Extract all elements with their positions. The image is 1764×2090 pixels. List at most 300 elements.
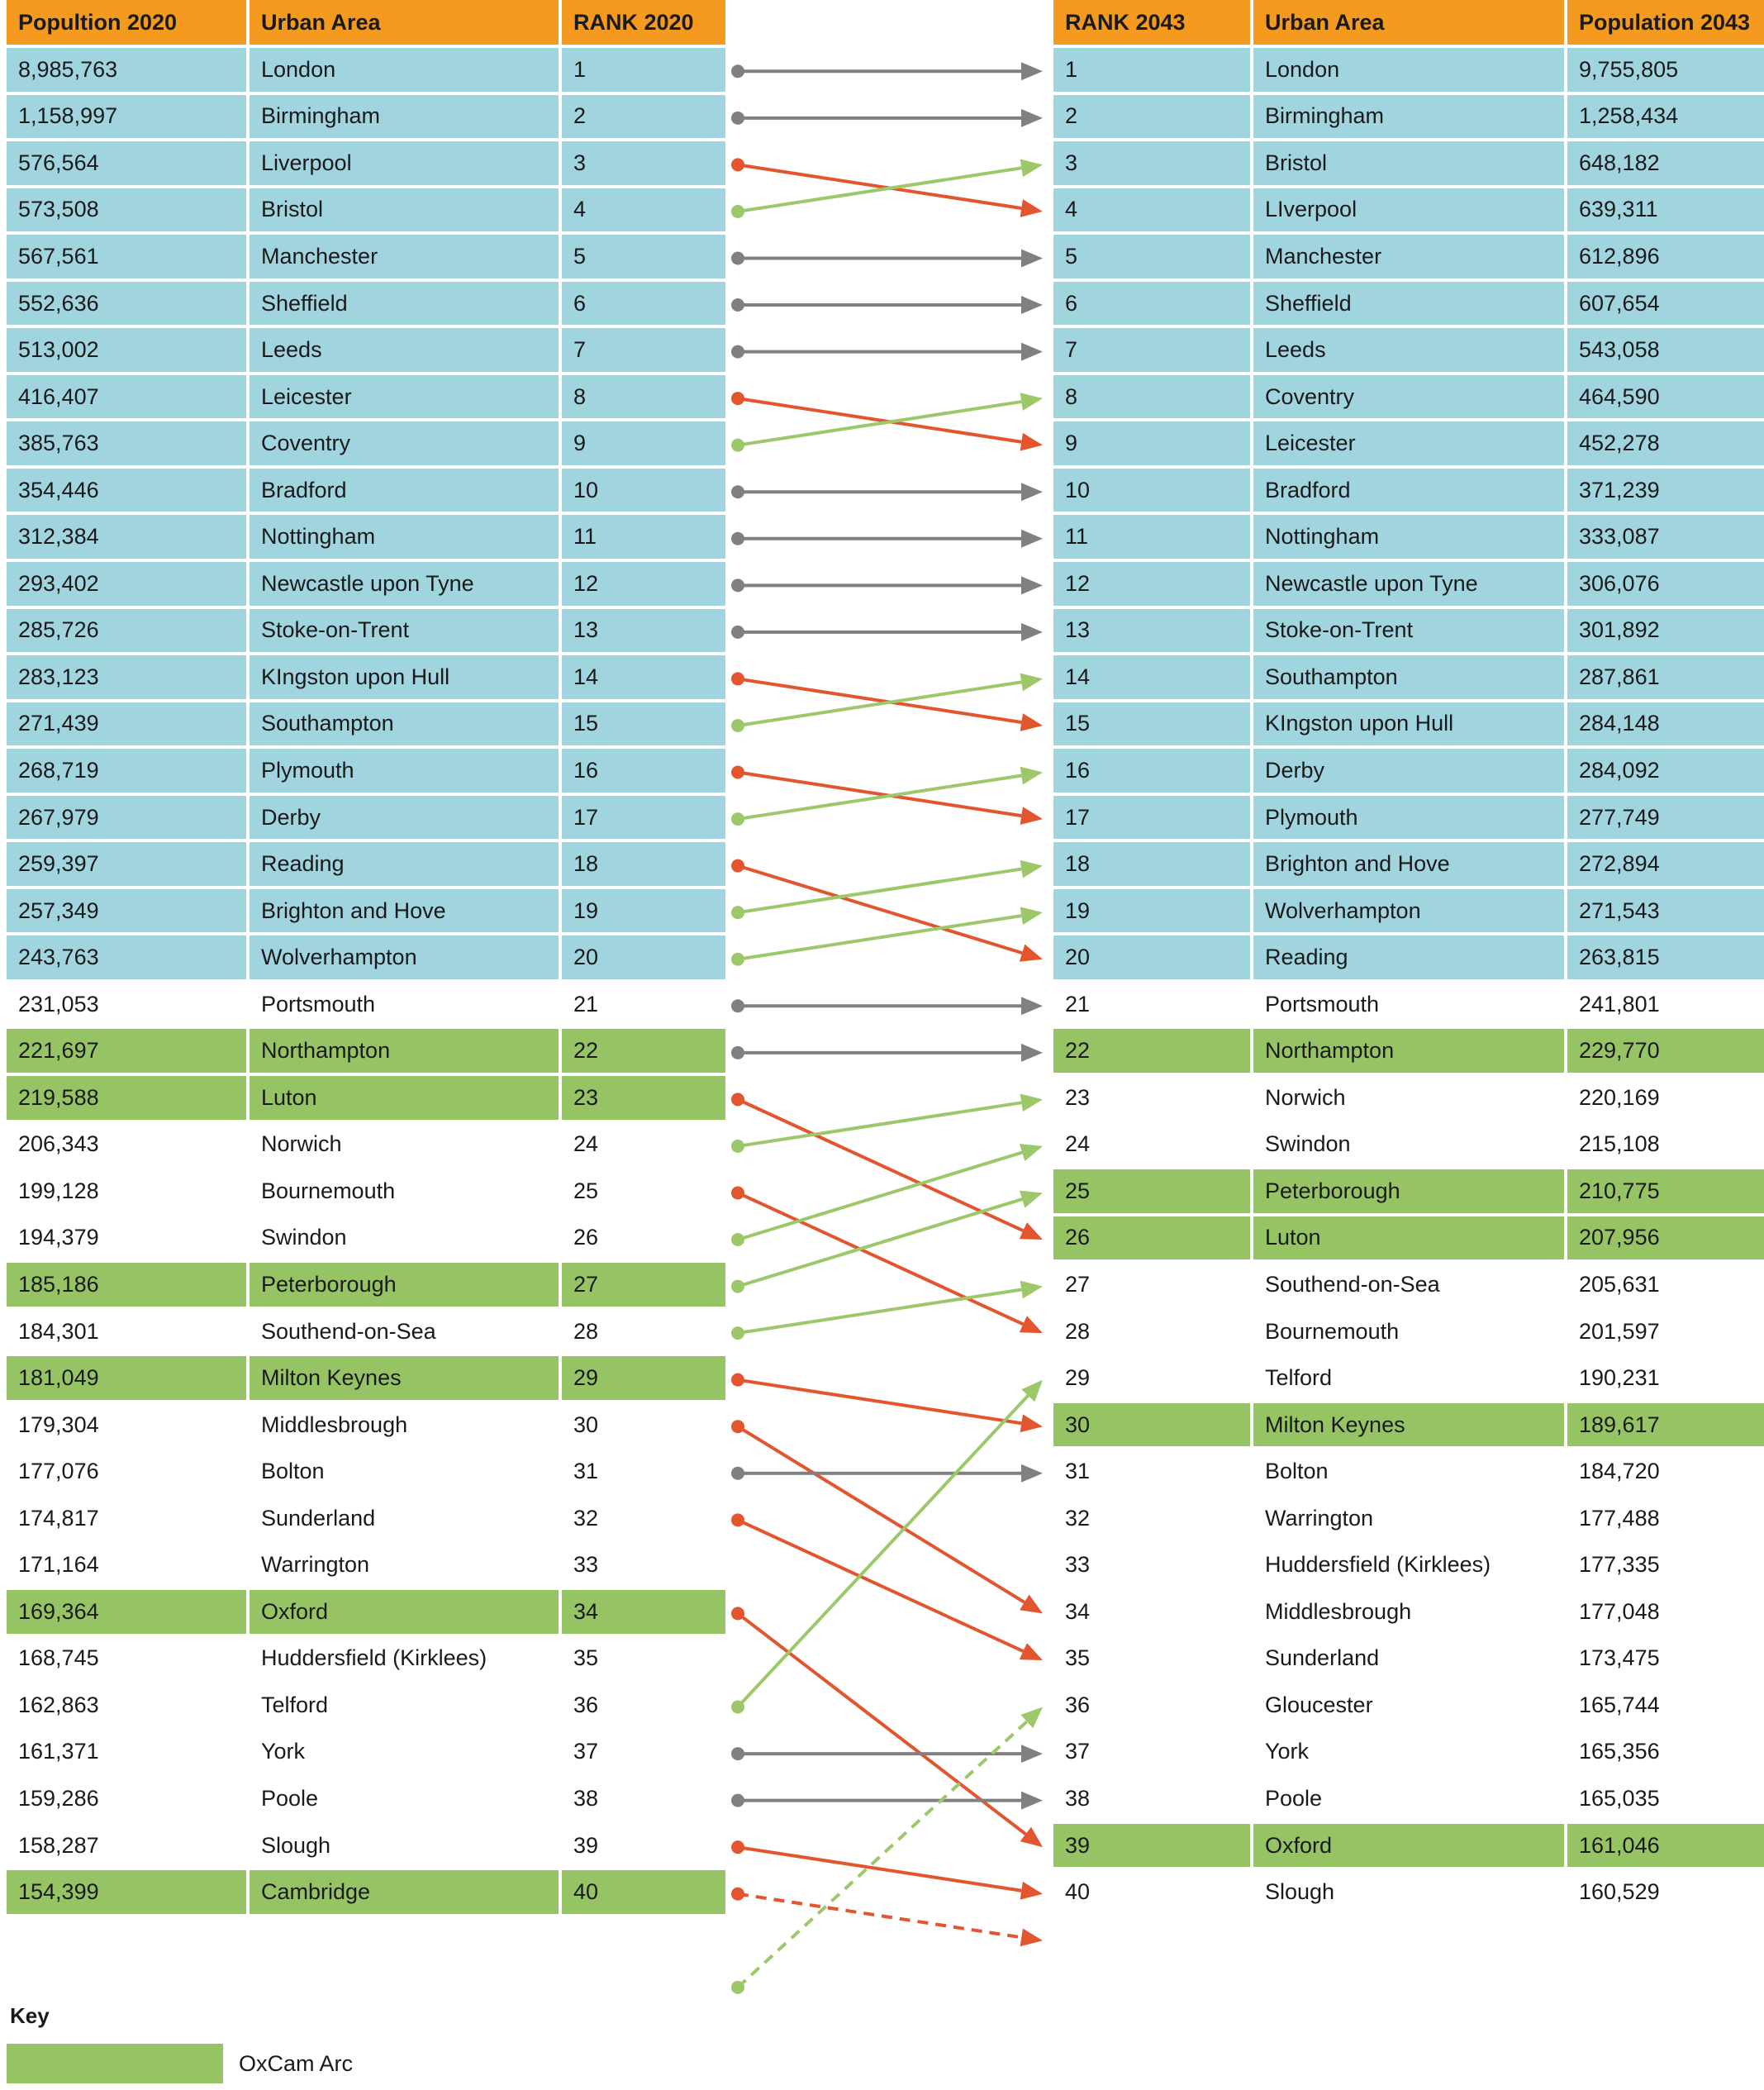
arrow-start-dot — [731, 345, 744, 359]
row-2043-area-cell: Norwich — [1253, 1076, 1567, 1123]
arrow-head — [1021, 343, 1043, 361]
arrow-head — [1020, 199, 1043, 217]
row-2043-area-cell: Sheffield — [1253, 282, 1567, 329]
row-2020-pop-cell: 159,286 — [7, 1777, 250, 1824]
arrow-line — [738, 398, 1021, 442]
row-2020-rank-cell: 7 — [562, 328, 725, 375]
arrow-line — [738, 1847, 1021, 1891]
row-2020-rank-cell: 15 — [562, 702, 725, 750]
arrow-start-dot — [731, 1794, 744, 1807]
row-2043-area-cell: Peterborough — [1253, 1169, 1567, 1216]
row-2020-area-cell: Middlesbrough — [250, 1403, 562, 1450]
row-2020-rank-cell: 23 — [562, 1076, 725, 1123]
arrow-start-dot — [731, 298, 744, 312]
row-2020-area-cell: Wolverhampton — [250, 936, 562, 983]
arrow-head — [1021, 109, 1043, 127]
arrow-start-dot — [731, 1888, 744, 1901]
key-title: Key — [10, 2003, 50, 2028]
row-2020-rank-cell: 9 — [562, 421, 725, 469]
arrow-head — [1020, 807, 1043, 825]
row-2043-pop-cell: 543,058 — [1567, 328, 1764, 375]
row-2043-area-cell: Slough — [1253, 1870, 1567, 1917]
row-2043-area-cell: Southend-on-Sea — [1253, 1263, 1567, 1310]
row-2043-area-cell: Milton Keynes — [1253, 1403, 1567, 1450]
row-2020-pop-cell: 576,564 — [7, 141, 250, 188]
arrow-start-dot — [731, 532, 744, 545]
row-2043-pop-cell: 1,258,434 — [1567, 95, 1764, 142]
rank-arrow-gloucester — [731, 1707, 1043, 1994]
row-2020-pop-cell: 243,763 — [7, 936, 250, 983]
row-2043-pop-cell: 464,590 — [1567, 375, 1764, 422]
row-2020-pop-cell: 206,343 — [7, 1123, 250, 1170]
row-2043-pop-cell: 160,529 — [1567, 1870, 1764, 1917]
row-2020-pop-cell: 219,588 — [7, 1076, 250, 1123]
rank-arrow-bristol — [731, 159, 1043, 217]
row-2020-pop-cell: 1,158,997 — [7, 95, 250, 142]
row-2043-area-cell: Plymouth — [1253, 796, 1567, 843]
row-2020-pop-cell: 194,379 — [7, 1216, 250, 1264]
row-2020-rank-cell: 19 — [562, 889, 725, 936]
arrow-start-dot — [731, 626, 744, 639]
row-2043-rank-cell: 40 — [1053, 1870, 1253, 1917]
row-2043-area-cell: Reading — [1253, 936, 1567, 983]
row-2020-area-cell: Liverpool — [250, 141, 562, 188]
row-2020-pop-cell: 416,407 — [7, 375, 250, 422]
row-2020-pop-cell: 8,985,763 — [7, 48, 250, 95]
header-rank-2043: RANK 2043 — [1053, 0, 1253, 48]
row-2020-pop-cell: 293,402 — [7, 562, 250, 609]
arrow-head — [1020, 1827, 1043, 1848]
row-2043-rank-cell: 30 — [1053, 1403, 1253, 1450]
row-2043-area-cell: KIngston upon Hull — [1253, 702, 1567, 750]
arrow-head — [1020, 1882, 1043, 1900]
arrow-start-dot — [731, 859, 744, 873]
row-2043-area-cell: Birmingham — [1253, 95, 1567, 142]
row-2020-pop-cell: 179,304 — [7, 1403, 250, 1450]
rank-arrow-wolverhampton — [731, 907, 1043, 965]
row-2020-area-cell: Slough — [250, 1824, 562, 1871]
arrow-start-dot — [731, 1420, 744, 1433]
row-2020-pop-cell: 354,446 — [7, 469, 250, 516]
row-2043-rank-cell: 16 — [1053, 749, 1253, 796]
row-2020-rank-cell: 28 — [562, 1310, 725, 1357]
rank-arrow-peterborough — [731, 1191, 1043, 1293]
row-2043-rank-cell: 38 — [1053, 1777, 1253, 1824]
row-2020-area-cell: Huddersfield (Kirklees) — [250, 1637, 562, 1684]
row-2020-rank-cell: 3 — [562, 141, 725, 188]
arrow-head — [1020, 945, 1043, 962]
row-2043-pop-cell: 306,076 — [1567, 562, 1764, 609]
arrow-start-dot — [731, 999, 744, 1012]
row-2020-rank-cell: 25 — [562, 1169, 725, 1216]
row-2043-pop-cell: 241,801 — [1567, 983, 1764, 1030]
row-2043-pop-cell: 177,048 — [1567, 1590, 1764, 1637]
row-2020-rank-cell: 14 — [562, 655, 725, 702]
row-2020-pop-cell: 184,301 — [7, 1310, 250, 1357]
row-2043-area-cell: Coventry — [1253, 375, 1567, 422]
row-2043-rank-cell: 33 — [1053, 1544, 1253, 1591]
row-2020-rank-cell: 39 — [562, 1824, 725, 1871]
row-2043-area-cell: Manchester — [1253, 235, 1567, 282]
row-2043-area-cell: Portsmouth — [1253, 983, 1567, 1030]
row-2043-pop-cell: 177,488 — [1567, 1497, 1764, 1544]
row-2043-pop-cell: 165,035 — [1567, 1777, 1764, 1824]
row-2043-pop-cell: 189,617 — [1567, 1403, 1764, 1450]
row-2043-rank-cell: 34 — [1053, 1590, 1253, 1637]
row-2043-pop-cell: 639,311 — [1567, 188, 1764, 236]
row-2043-area-cell: Gloucester — [1253, 1683, 1567, 1731]
arrow-start-dot — [731, 205, 744, 218]
header-rank-2020: RANK 2020 — [562, 0, 725, 48]
arrow-line — [738, 678, 1021, 722]
rank-arrow-york — [731, 1745, 1043, 1763]
row-2020-pop-cell: 158,287 — [7, 1824, 250, 1871]
row-2043-pop-cell: 173,475 — [1567, 1637, 1764, 1684]
row-2020-pop-cell: 154,399 — [7, 1870, 250, 1917]
row-2043-area-cell: Telford — [1253, 1356, 1567, 1403]
row-2043-pop-cell: 612,896 — [1567, 235, 1764, 282]
row-2020-area-cell: KIngston upon Hull — [250, 655, 562, 702]
row-2043-pop-cell: 161,046 — [1567, 1824, 1764, 1871]
rank-arrow-birmingham — [731, 109, 1043, 127]
row-2020-rank-cell: 18 — [562, 842, 725, 889]
arrow-start-dot — [731, 812, 744, 826]
row-2020-area-cell: Stoke-on-Trent — [250, 609, 562, 656]
arrow-line — [738, 866, 1022, 953]
rank-arrow-milton-keynes — [731, 1373, 1043, 1432]
header-population-2020: Popultion 2020 — [7, 0, 250, 48]
arrow-start-dot — [731, 439, 744, 452]
arrow-start-dot — [731, 672, 744, 685]
row-2043-rank-cell: 8 — [1053, 375, 1253, 422]
rank-arrow-telford — [731, 1380, 1043, 1714]
row-2043-area-cell: Stoke-on-Trent — [1253, 609, 1567, 656]
arrow-head — [1021, 296, 1043, 314]
row-2020-rank-cell: 11 — [562, 515, 725, 562]
row-2020-rank-cell: 6 — [562, 282, 725, 329]
row-2020-area-cell: Peterborough — [250, 1263, 562, 1310]
row-2020-rank-cell: 16 — [562, 749, 725, 796]
arrow-start-dot — [731, 392, 744, 405]
row-2020-rank-cell: 40 — [562, 1870, 725, 1917]
arrow-head — [1020, 433, 1043, 451]
row-2043-rank-cell: 39 — [1053, 1824, 1253, 1871]
row-2020-pop-cell: 552,636 — [7, 282, 250, 329]
arrow-start-dot — [731, 1326, 744, 1340]
arrow-start-dot — [731, 1701, 744, 1714]
row-2020-area-cell: Brighton and Hove — [250, 889, 562, 936]
arrow-head — [1021, 576, 1043, 594]
row-2020-rank-cell: 29 — [562, 1356, 725, 1403]
arrow-start-dot — [731, 719, 744, 732]
arrow-head — [1020, 1093, 1043, 1112]
arrow-line — [738, 916, 1021, 959]
row-2020-rank-cell: 36 — [562, 1683, 725, 1731]
row-2043-pop-cell: 190,231 — [1567, 1356, 1764, 1403]
arrow-head — [1020, 713, 1043, 731]
row-2020-area-cell: Plymouth — [250, 749, 562, 796]
arrow-start-dot — [731, 906, 744, 919]
row-2043-pop-cell: 371,239 — [1567, 469, 1764, 516]
arrow-line — [738, 1894, 1021, 1938]
row-2020-area-cell: Birmingham — [250, 95, 562, 142]
row-2043-area-cell: Northampton — [1253, 1029, 1567, 1076]
row-2043-area-cell: Leeds — [1253, 328, 1567, 375]
arrow-start-dot — [731, 1607, 744, 1620]
arrow-head — [1021, 1792, 1043, 1810]
arrow-head — [1020, 1281, 1043, 1299]
row-2043-pop-cell: 177,335 — [1567, 1544, 1764, 1591]
arrow-head — [1020, 767, 1043, 785]
arrow-start-dot — [731, 112, 744, 125]
row-2043-rank-cell: 18 — [1053, 842, 1253, 889]
arrow-start-dot — [731, 158, 744, 171]
row-2020-pop-cell: 181,049 — [7, 1356, 250, 1403]
row-2043-pop-cell: 229,770 — [1567, 1029, 1764, 1076]
arrow-start-dot — [731, 1840, 744, 1854]
row-2043-pop-cell: 220,169 — [1567, 1076, 1764, 1123]
row-2043-pop-cell: 205,631 — [1567, 1263, 1764, 1310]
row-2043-rank-cell: 11 — [1053, 515, 1253, 562]
row-2043-pop-cell: 452,278 — [1567, 421, 1764, 469]
arrow-start-dot — [731, 1233, 744, 1246]
row-2020-area-cell: Poole — [250, 1777, 562, 1824]
row-2020-rank-cell: 24 — [562, 1123, 725, 1170]
row-2043-rank-cell: 23 — [1053, 1076, 1253, 1123]
row-2043-rank-cell: 24 — [1053, 1123, 1253, 1170]
row-2020-pop-cell: 221,697 — [7, 1029, 250, 1076]
row-2043-rank-cell: 32 — [1053, 1497, 1253, 1544]
row-2043-rank-cell: 14 — [1053, 655, 1253, 702]
row-2020-rank-cell: 22 — [562, 1029, 725, 1076]
row-2020-area-cell: York — [250, 1731, 562, 1778]
row-2020-rank-cell: 32 — [562, 1497, 725, 1544]
row-2020-area-cell: Luton — [250, 1076, 562, 1123]
row-2020-area-cell: Warrington — [250, 1544, 562, 1591]
row-2043-pop-cell: 9,755,805 — [1567, 48, 1764, 95]
arrow-start-dot — [731, 1186, 744, 1199]
row-2020-rank-cell: 4 — [562, 188, 725, 236]
row-2020-pop-cell: 283,123 — [7, 655, 250, 702]
row-2020-area-cell: Leeds — [250, 328, 562, 375]
row-2020-area-cell: Manchester — [250, 235, 562, 282]
row-2020-rank-cell: 35 — [562, 1637, 725, 1684]
row-2020-pop-cell: 268,719 — [7, 749, 250, 796]
arrow-head — [1020, 1928, 1043, 1946]
arrow-start-dot — [731, 1373, 744, 1387]
row-2043-area-cell: Middlesbrough — [1253, 1590, 1567, 1637]
row-2043-pop-cell: 271,543 — [1567, 889, 1764, 936]
row-2020-area-cell: Sunderland — [250, 1497, 562, 1544]
row-2043-rank-cell: 21 — [1053, 983, 1253, 1030]
row-2020-pop-cell: 231,053 — [7, 983, 250, 1030]
row-2020-rank-cell: 21 — [562, 983, 725, 1030]
row-2043-pop-cell: 607,654 — [1567, 282, 1764, 329]
rank-arrow-oxford — [731, 1607, 1043, 1847]
row-2043-pop-cell: 284,148 — [1567, 702, 1764, 750]
row-2043-area-cell: Derby — [1253, 749, 1567, 796]
row-2043-area-cell: Wolverhampton — [1253, 889, 1567, 936]
arrow-line — [738, 1102, 1021, 1146]
row-2043-area-cell: Leicester — [1253, 421, 1567, 469]
row-2043-rank-cell: 17 — [1053, 796, 1253, 843]
row-2020-area-cell: Derby — [250, 796, 562, 843]
row-2020-area-cell: Southend-on-Sea — [250, 1310, 562, 1357]
row-2020-pop-cell: 271,439 — [7, 702, 250, 750]
rank-arrow-sunderland — [731, 1513, 1043, 1660]
row-2020-area-cell: Reading — [250, 842, 562, 889]
header-urban-area-2043: Urban Area — [1253, 0, 1567, 48]
arrow-start-dot — [731, 953, 744, 966]
row-2020-area-cell: Norwich — [250, 1123, 562, 1170]
rank-arrow-coventry — [731, 393, 1043, 451]
row-2043-rank-cell: 13 — [1053, 609, 1253, 656]
row-2043-area-cell: Southampton — [1253, 655, 1567, 702]
row-2043-rank-cell: 2 — [1053, 95, 1253, 142]
arrow-start-dot — [731, 1467, 744, 1480]
row-2020-pop-cell: 513,002 — [7, 328, 250, 375]
arrow-head — [1021, 483, 1043, 501]
arrow-line — [738, 1520, 1023, 1651]
row-2043-pop-cell: 263,815 — [1567, 936, 1764, 983]
row-2020-pop-cell: 267,979 — [7, 796, 250, 843]
row-2043-area-cell: York — [1253, 1731, 1567, 1778]
row-2020-pop-cell: 259,397 — [7, 842, 250, 889]
arrow-head — [1020, 1414, 1043, 1432]
row-2020-area-cell: Bradford — [250, 469, 562, 516]
legend-key — [7, 1983, 585, 2090]
row-2043-area-cell: Bradford — [1253, 469, 1567, 516]
row-2020-rank-cell: 17 — [562, 796, 725, 843]
row-2020-rank-cell: 30 — [562, 1403, 725, 1450]
row-2020-area-cell: Newcastle upon Tyne — [250, 562, 562, 609]
row-2043-rank-cell: 7 — [1053, 328, 1253, 375]
row-2020-pop-cell: 169,364 — [7, 1590, 250, 1637]
rank-arrow-northampton — [731, 1044, 1043, 1062]
arrow-head — [1021, 249, 1043, 267]
row-2020-rank-cell: 27 — [562, 1263, 725, 1310]
row-2020-area-cell: Bournemouth — [250, 1169, 562, 1216]
arrow-head — [1020, 1144, 1043, 1161]
rank-arrow-luton — [731, 1093, 1043, 1240]
row-2020-rank-cell: 31 — [562, 1450, 725, 1497]
rank-arrow-swindon — [731, 1144, 1043, 1246]
row-2043-pop-cell: 301,892 — [1567, 609, 1764, 656]
row-2020-pop-cell: 185,186 — [7, 1263, 250, 1310]
row-2020-rank-cell: 37 — [562, 1731, 725, 1778]
arrow-head — [1021, 530, 1043, 548]
row-2020-area-cell: Sheffield — [250, 282, 562, 329]
row-2020-pop-cell: 177,076 — [7, 1450, 250, 1497]
row-2043-rank-cell: 12 — [1053, 562, 1253, 609]
row-2020-rank-cell: 33 — [562, 1544, 725, 1591]
rank-arrow-sheffield — [731, 296, 1043, 314]
row-2043-rank-cell: 4 — [1053, 188, 1253, 236]
row-2020-rank-cell: 34 — [562, 1590, 725, 1637]
row-2020-area-cell: Southampton — [250, 702, 562, 750]
arrow-line — [738, 773, 1021, 816]
row-2020-rank-cell: 5 — [562, 235, 725, 282]
row-2043-rank-cell: 19 — [1053, 889, 1253, 936]
row-2020-rank-cell: 10 — [562, 469, 725, 516]
rank-arrow-norwich — [731, 1093, 1043, 1152]
row-2020-pop-cell: 285,726 — [7, 609, 250, 656]
arrow-start-dot — [731, 1093, 744, 1106]
row-2020-pop-cell: 199,128 — [7, 1169, 250, 1216]
row-2020-area-cell: Bristol — [250, 188, 562, 236]
arrow-start-dot — [731, 1140, 744, 1153]
row-2043-rank-cell: 5 — [1053, 235, 1253, 282]
arrow-head — [1020, 1191, 1043, 1208]
row-2043-area-cell: Bournemouth — [1253, 1310, 1567, 1357]
arrow-head — [1021, 623, 1043, 641]
row-2020-pop-cell: 174,817 — [7, 1497, 250, 1544]
row-2043-rank-cell: 20 — [1053, 936, 1253, 983]
row-2020-area-cell: Swindon — [250, 1216, 562, 1264]
row-2043-pop-cell: 165,356 — [1567, 1731, 1764, 1778]
row-2020-area-cell: Telford — [250, 1683, 562, 1731]
row-2043-area-cell: Bolton — [1253, 1450, 1567, 1497]
row-2020-area-cell: Leicester — [250, 375, 562, 422]
arrow-start-dot — [731, 1280, 744, 1293]
arrow-start-dot — [731, 578, 744, 592]
arrow-start-dot — [731, 766, 744, 779]
row-2020-area-cell: London — [250, 48, 562, 95]
arrow-line — [738, 402, 1021, 445]
row-2043-rank-cell: 35 — [1053, 1637, 1253, 1684]
row-2020-pop-cell: 162,863 — [7, 1683, 250, 1731]
row-2020-pop-cell: 312,384 — [7, 515, 250, 562]
rank-arrow-bradford — [731, 483, 1043, 501]
arrow-start-dot — [731, 1747, 744, 1760]
row-2020-rank-cell: 12 — [562, 562, 725, 609]
arrow-line — [738, 682, 1021, 726]
row-2043-pop-cell: 210,775 — [1567, 1169, 1764, 1216]
row-2043-area-cell: London — [1253, 48, 1567, 95]
row-2043-area-cell: Warrington — [1253, 1497, 1567, 1544]
arrow-head — [1020, 393, 1043, 411]
row-2043-rank-cell: 10 — [1053, 469, 1253, 516]
rank-arrow-nottingham — [731, 530, 1043, 548]
header-population-2043: Population 2043 — [1567, 0, 1764, 48]
rank-arrow-poole — [731, 1792, 1043, 1810]
row-2043-rank-cell: 26 — [1053, 1216, 1253, 1264]
row-2020-rank-cell: 38 — [562, 1777, 725, 1824]
rank-arrow-newcastle-upon-tyne — [731, 576, 1043, 594]
arrow-start-dot — [731, 485, 744, 498]
row-2020-area-cell: Cambridge — [250, 1870, 562, 1917]
row-2043-pop-cell: 165,744 — [1567, 1683, 1764, 1731]
key-label-oxcam: OxCam Arc — [239, 2051, 354, 2076]
arrow-head — [1021, 1745, 1043, 1763]
row-2043-area-cell: Huddersfield (Kirklees) — [1253, 1544, 1567, 1591]
row-2043-pop-cell: 287,861 — [1567, 655, 1764, 702]
row-2043-rank-cell: 22 — [1053, 1029, 1253, 1076]
row-2043-rank-cell: 9 — [1053, 421, 1253, 469]
row-2020-area-cell: Oxford — [250, 1590, 562, 1637]
row-2020-area-cell: Northampton — [250, 1029, 562, 1076]
row-2043-pop-cell: 201,597 — [1567, 1310, 1764, 1357]
arrow-start-dot — [731, 1513, 744, 1526]
row-2043-rank-cell: 25 — [1053, 1169, 1253, 1216]
row-2043-area-cell: Luton — [1253, 1216, 1567, 1264]
arrow-start-dot — [731, 1981, 744, 1994]
arrow-head — [1021, 62, 1043, 80]
row-2020-area-cell: Nottingham — [250, 515, 562, 562]
row-2020-area-cell: Coventry — [250, 421, 562, 469]
rank-arrow-stoke-on-trent — [731, 623, 1043, 641]
arrow-start-dot — [731, 64, 744, 78]
